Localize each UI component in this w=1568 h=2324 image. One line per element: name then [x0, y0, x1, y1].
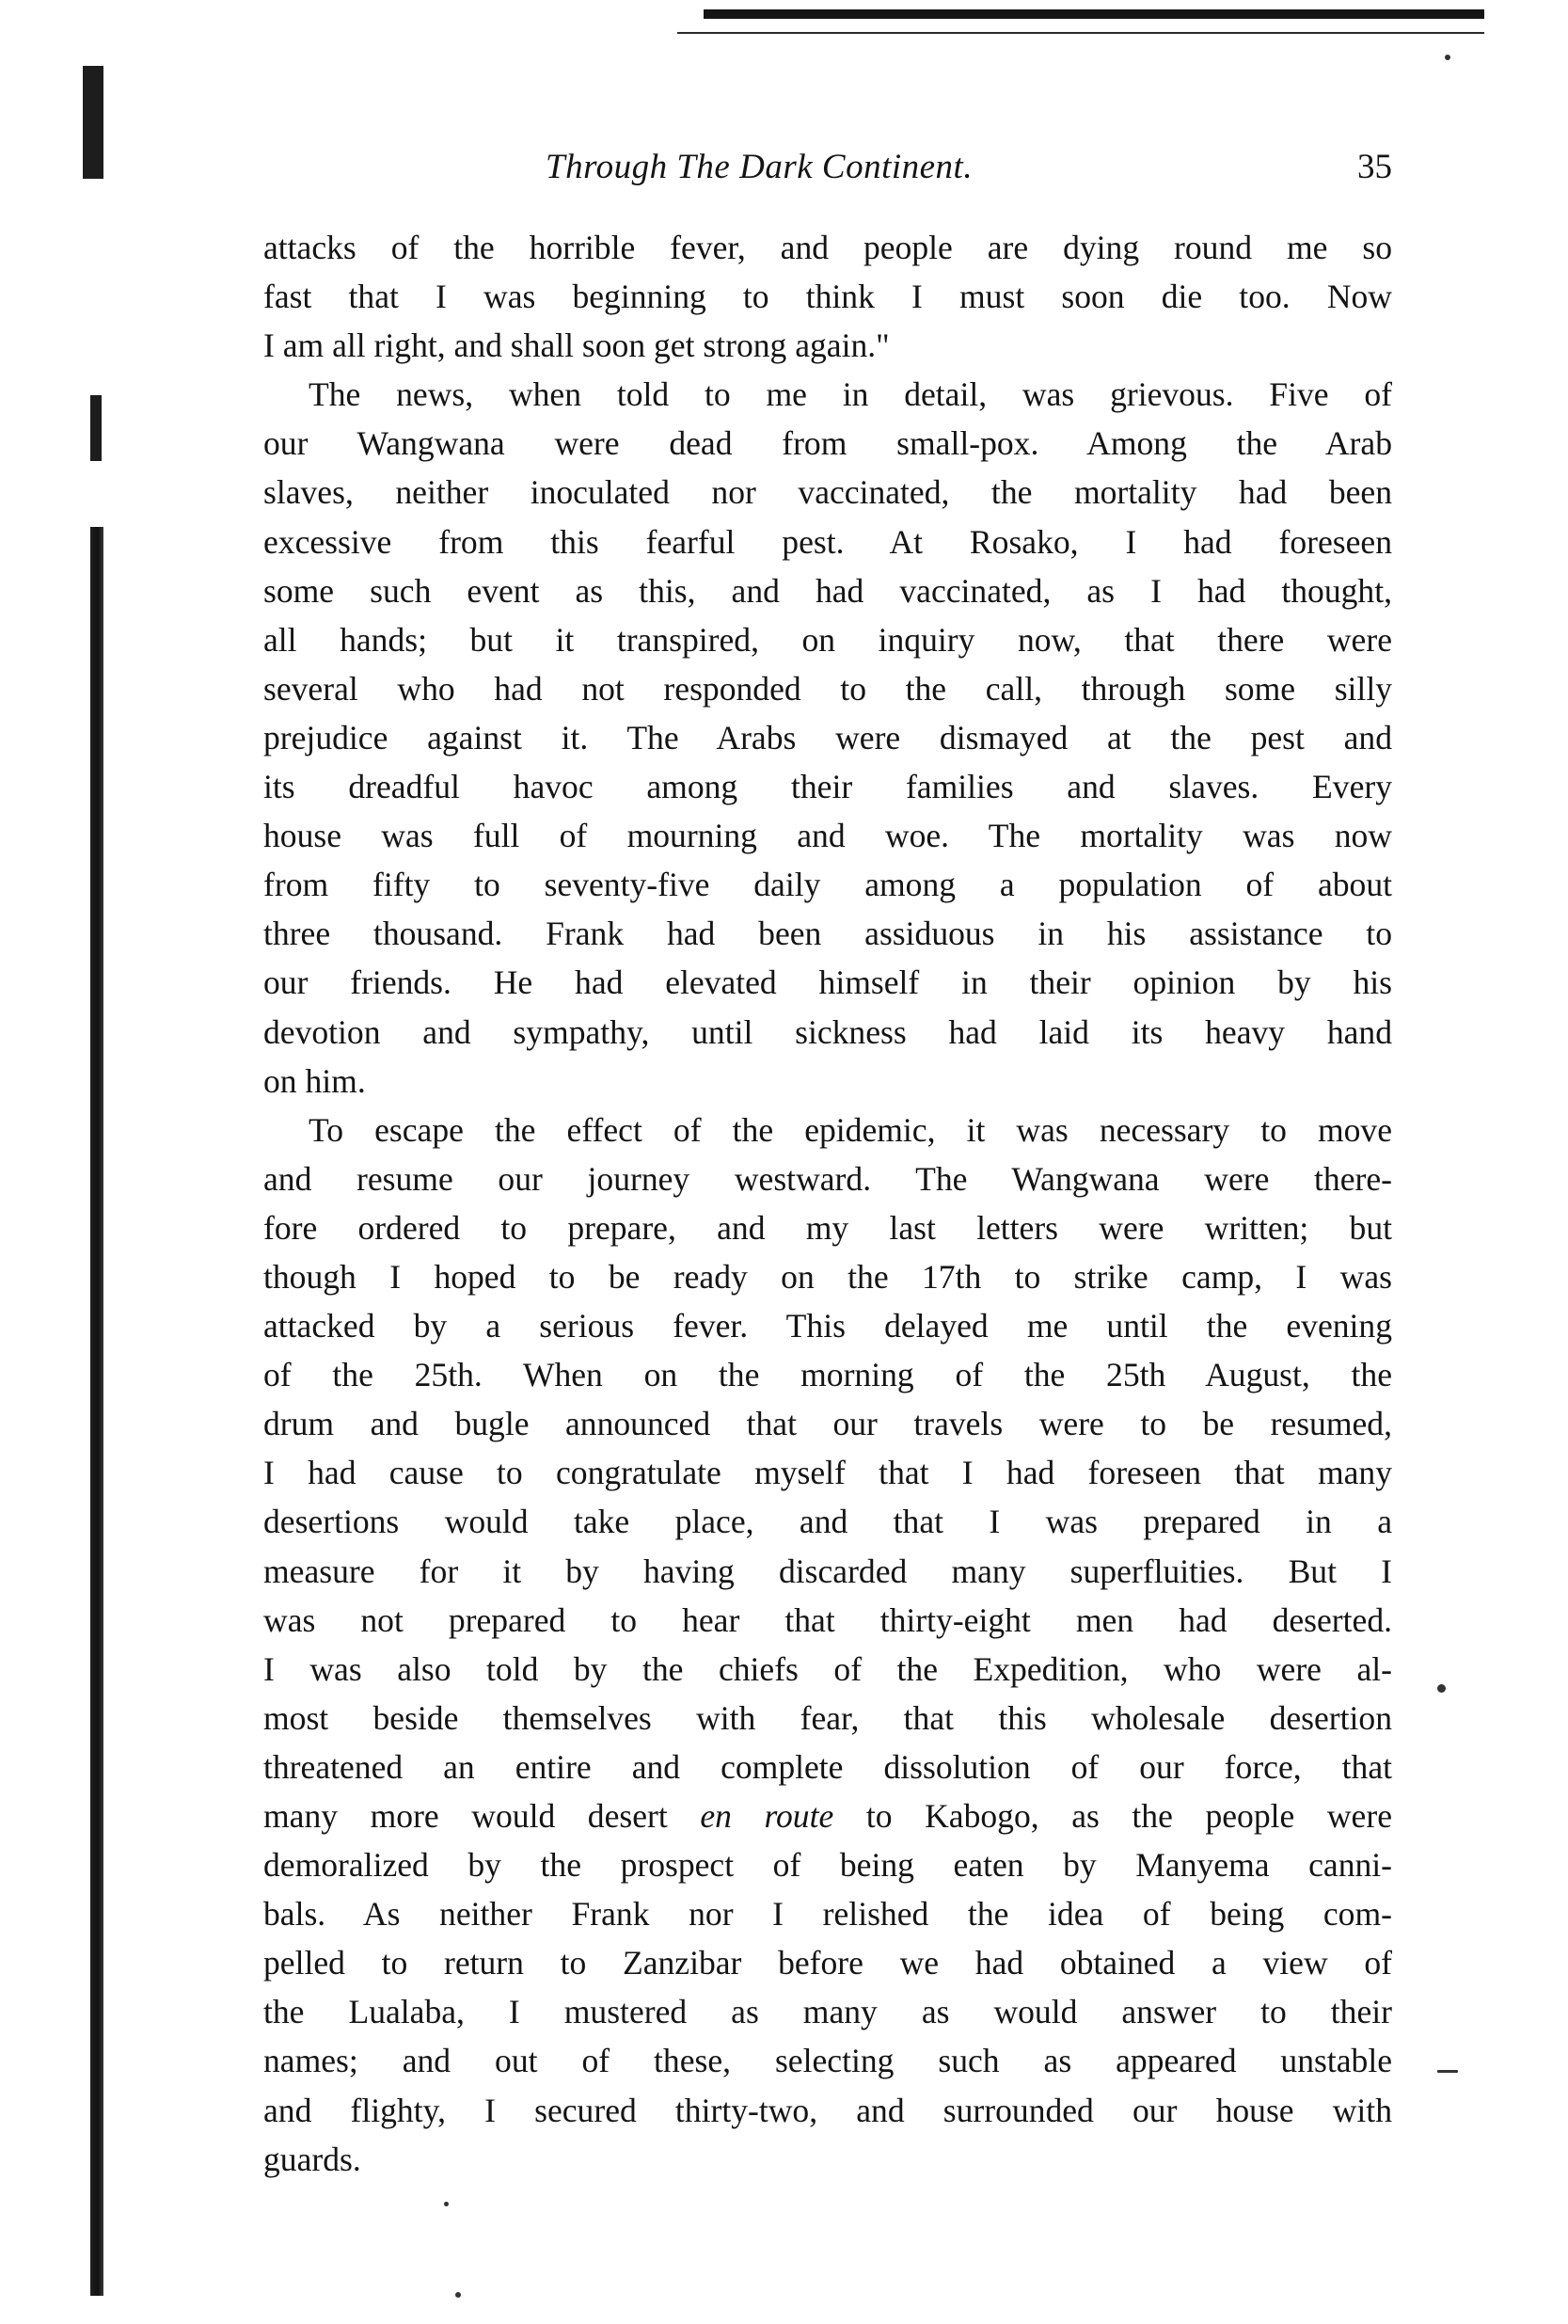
text-line: I was also told by the chiefs of the Expedition, who were al- [263, 1649, 1392, 1688]
text-line: names; and out of these, selecting such as appeared unstable [263, 2042, 1392, 2080]
running-title: Through The Dark Continent. [546, 148, 974, 186]
print-speck [455, 2292, 461, 2298]
text-line: pelled to return to Zanzibar before we had obtained a view of [263, 1944, 1392, 1982]
binding-shadow-rule [90, 527, 103, 2296]
text-line: devotion and sympathy, until sickness had laid its heavy hand [263, 1012, 1392, 1051]
text-line: three thousand. Frank had been assiduous in his assistance to [263, 915, 1392, 953]
top-page-rule [704, 9, 1484, 19]
text-line: on him. [263, 1061, 366, 1100]
text-line: of the 25th. When on the morning of the 25th August, the [263, 1356, 1392, 1394]
text-line: attacks of the horrible fever, and people are dying round me so [263, 229, 1392, 266]
text-line: our friends. He had elevated himself in their opinion by his [263, 963, 1392, 1002]
print-speck [1437, 1684, 1446, 1693]
text-line: desertions would take place, and that I was prepared in a [263, 1503, 1392, 1541]
text-line: The news, when told to me in detail, was grievous. Five of [309, 375, 1392, 414]
text-line: from fifty to seventy-five daily among a population of about [263, 866, 1392, 904]
italic-phrase: en route [700, 1797, 834, 1835]
print-speck [1445, 55, 1450, 60]
text-line: I am all right, and shall soon get strong again." [263, 326, 890, 365]
text-line: most beside themselves with fear, that this wholesale desertion [263, 1698, 1392, 1737]
running-head [263, 141, 1392, 198]
text-line: and resume our journey westward. The Wangwana were there- [263, 1159, 1392, 1198]
text-line: the Lualaba, I mustered as many as would answer to their [263, 1993, 1392, 2031]
print-speck [1437, 2070, 1458, 2073]
top-page-rule-thin [677, 32, 1484, 34]
text-line: fast that I was beginning to think I must soon die too. Now [263, 278, 1392, 316]
text-line: prejudice against it. The Arabs were dismayed at the pest and [263, 718, 1392, 756]
text-line: many more would desert en route to Kabogo, as the people were [263, 1797, 1392, 1835]
text-line: fore ordered to prepare, and my last letters were written; but [263, 1208, 1392, 1247]
text-line: excessive from this fearful pest. At Rosako, I had foreseen [263, 522, 1392, 561]
gutter-mark [83, 66, 103, 179]
text-line: several who had not responded to the call, through some silly [263, 669, 1392, 708]
text-line: threatened an entire and complete dissolution of our force, that [263, 1747, 1392, 1786]
gutter-mark [90, 395, 102, 461]
text-line: though I hoped to be ready on the 17th to strike camp, I was [263, 1257, 1392, 1296]
text-line: bals. As neither Frank nor I relished the idea of being com- [263, 1895, 1392, 1934]
text-line: slaves, neither inoculated nor vaccinated, the mortality had been [263, 473, 1392, 512]
body-text [263, 223, 1392, 2184]
text-line: I had cause to congratulate myself that I had foreseen that many [263, 1454, 1392, 1492]
text-line: our Wangwana were dead from small-pox. Among the Arab [263, 424, 1392, 463]
text-line: To escape the effect of the epidemic, it was necessary to move [309, 1110, 1392, 1149]
text-line: some such event as this, and had vaccinated, as I had thought, [263, 571, 1392, 610]
text-line: and flighty, I secured thirty-two, and surrounded our house with [263, 2091, 1392, 2129]
text-line: drum and bugle announced that our travels were to be resumed, [263, 1405, 1392, 1443]
page-number: 35 [1357, 148, 1392, 186]
text-line: house was full of mourning and woe. The mortality was now [263, 817, 1392, 855]
text-line: demoralized by the prospect of being eaten by Manyema canni- [263, 1846, 1392, 1885]
text-line: attacked by a serious fever. This delayed me until the evening [263, 1307, 1392, 1345]
text-line: was not prepared to hear that thirty-eight men had deserted. [263, 1600, 1392, 1639]
print-speck [444, 2202, 449, 2206]
text-line: guards. [263, 2140, 361, 2178]
text-line: all hands; but it transpired, on inquiry now, that there were [263, 620, 1392, 659]
text-line: measure for it by having discarded many superfluities. But I [263, 1552, 1392, 1590]
text-line: its dreadful havoc among their families and slaves. Every [263, 768, 1392, 806]
